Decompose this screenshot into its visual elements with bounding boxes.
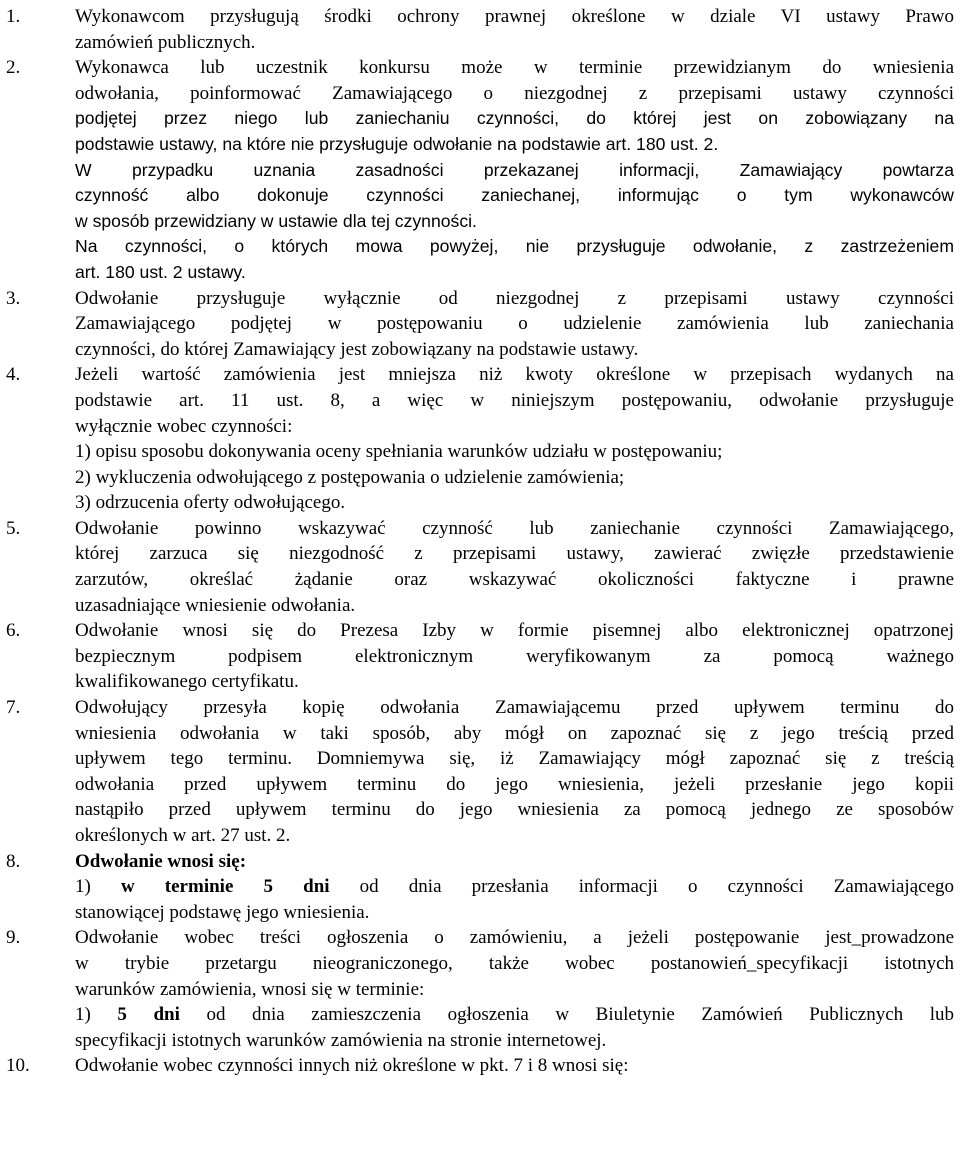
item-number: 6. bbox=[6, 620, 21, 642]
text-line: specyfikacji istotnych warunków zamówienia na stronie internetowej. bbox=[75, 1029, 607, 1051]
text-line bbox=[75, 849, 954, 875]
text-line: Odwołanie wnosi się do Prezesa Izby w formie pisemnej albo elektronicznej opatrzonej bbox=[75, 620, 954, 642]
text-line bbox=[75, 1002, 954, 1028]
text-line: Odwołanie przysługuje wyłącznie od niezgodnej z przepisami ustawy czynności bbox=[75, 287, 954, 309]
text-line: zarzutów, określać żądanie oraz wskazywać okoliczności faktyczne i prawne bbox=[75, 569, 954, 591]
text-span: od dnia przesłania informacji o czynności Zamawiającego bbox=[329, 876, 955, 898]
text-line: Wykonawcom przysługują środki ochrony prawnej określone w dziale VI ustawy Prawo bbox=[75, 6, 954, 27]
text-line: Jeżeli wartość zamówienia jest mniejsza niż kwoty określone w przepisach wydanych na bbox=[75, 364, 954, 386]
text-line: w trybie przetargu nieograniczonego, także wobec postanowień_specyfikacji istotnych bbox=[75, 952, 954, 974]
text-line: 2) wykluczenia odwołującego z postępowania o udzielenie zamówienia; bbox=[75, 466, 625, 488]
text-line: nastąpiło przed upływem terminu do jego wniesienia za pomocą jednego ze sposobów bbox=[75, 799, 954, 821]
sub-number: 1) bbox=[75, 876, 121, 898]
text-line: 1) opisu sposobu dokonywania oceny spełniania warunków udziału w postępowaniu; bbox=[75, 441, 723, 463]
list-item-5 bbox=[0, 516, 960, 618]
item-number: 9. bbox=[6, 927, 21, 949]
text-line: czynność albo dokonuje czynności zaniechanej, informując o tym wykonawców bbox=[75, 185, 954, 206]
list-item-10 bbox=[0, 1053, 960, 1079]
text-line bbox=[75, 874, 954, 900]
item-number: 1. bbox=[6, 6, 21, 27]
text-line: Odwołanie wobec treści ogłoszenia o zamówieniu, a jeżeli postępowanie jest_prowadzone bbox=[75, 927, 954, 949]
text-line: czynności, do której Zamawiający jest zobowiązany na podstawie ustawy. bbox=[75, 338, 639, 360]
text-line: kwalifikowanego certyfikatu. bbox=[75, 671, 299, 693]
item-number: 10. bbox=[6, 1055, 30, 1077]
text-line: Odwołanie powinno wskazywać czynność lub zaniechanie czynności Zamawiającego, bbox=[75, 517, 954, 539]
text-line: odwołania, poinformować Zamawiającego o niezgodnej z przepisami ustawy czynności bbox=[75, 82, 954, 104]
list-item-6 bbox=[0, 618, 960, 695]
text-line: Odwołanie wobec czynności innych niż określone w pkt. 7 i 8 wnosi się: bbox=[75, 1055, 629, 1077]
bold-term: w terminie 5 dni bbox=[120, 876, 330, 898]
text-line: W przypadku uznania zasadności przekazanej informacji, Zamawiający powtarza bbox=[75, 159, 954, 180]
item-number: 2. bbox=[6, 57, 21, 79]
text-line: w sposób przewidziany w ustawie dla tej czynności. bbox=[75, 210, 477, 231]
text-line: której zarzuca się niezgodność z przepisami ustawy, zawierać zwięzłe przedstawienie bbox=[75, 543, 954, 565]
text-line: Odwołujący przesyła kopię odwołania Zamawiającemu przed upływem terminu do bbox=[75, 697, 954, 719]
list-item-4 bbox=[0, 362, 960, 516]
item-number: 5. bbox=[6, 517, 21, 539]
text-span: od dnia zamieszczenia ogłoszenia w Biuletynie Zamówień Publicznych lub bbox=[179, 1004, 954, 1026]
text-line: określonych w art. 27 ust. 2. bbox=[75, 825, 291, 846]
text-line: podjętej przez niego lub zaniechaniu czynności, do której jest on zobowiązany na bbox=[75, 108, 954, 129]
bold-heading: Odwołanie wnosi się: bbox=[75, 850, 247, 872]
list-item-7 bbox=[0, 695, 960, 849]
text-line: podstawie ustawy, na które nie przysługuje odwołanie na podstawie art. 180 ust. 2. bbox=[75, 133, 719, 154]
list-item-8 bbox=[0, 849, 960, 926]
item-number: 4. bbox=[6, 364, 21, 386]
text-line: bezpiecznym podpisem elektronicznym weryfikowanym za pomocą ważnego bbox=[75, 645, 954, 667]
text-line: Zamawiającego podjętej w postępowaniu o udzielenie zamówienia lub zaniechania bbox=[75, 313, 954, 335]
text-line: Na czynności, o których mowa powyżej, nie przysługuje odwołanie, z zastrzeżeniem bbox=[75, 236, 954, 257]
text-line: upływem tego terminu. Domniemywa się, iż Zamawiający mógł zapoznać się z treścią bbox=[75, 748, 954, 770]
list-item-2 bbox=[0, 55, 960, 285]
text-line: uzasadniające wniesienie odwołania. bbox=[75, 594, 356, 616]
text-line: podstawie art. 11 ust. 8, a więc w niniejszym postępowaniu, odwołanie przysługuje bbox=[75, 389, 954, 411]
text-line: warunków zamówienia, wnosi się w terminie: bbox=[75, 978, 425, 1000]
text-line: stanowiącej podstawę jego wniesienia. bbox=[75, 901, 370, 923]
text-line: wniesienia odwołania w taki sposób, aby mógł on zapoznać się z jego treścią przed bbox=[75, 722, 954, 744]
bold-term: 5 dni bbox=[117, 1004, 180, 1026]
item-number: 7. bbox=[6, 697, 21, 719]
text-line: Wykonawca lub uczestnik konkursu może w terminie przewidzianym do wniesienia bbox=[75, 57, 954, 79]
sub-number: 1) bbox=[75, 1004, 118, 1026]
text-line: art. 180 ust. 2 ustawy. bbox=[75, 261, 246, 282]
text-line: 3) odrzucenia oferty odwołującego. bbox=[75, 492, 346, 514]
list-item-3 bbox=[0, 286, 960, 363]
text-line: zamówień publicznych. bbox=[75, 31, 256, 53]
item-number: 3. bbox=[6, 287, 21, 309]
text-line: odwołania przed upływem terminu do jego wniesienia, jeżeli przesłanie jego kopii bbox=[75, 773, 954, 795]
list-item-9 bbox=[0, 925, 960, 1053]
text-line: wyłącznie wobec czynności: bbox=[75, 415, 293, 437]
item-number: 8. bbox=[6, 850, 21, 872]
list-item-1 bbox=[0, 4, 960, 55]
